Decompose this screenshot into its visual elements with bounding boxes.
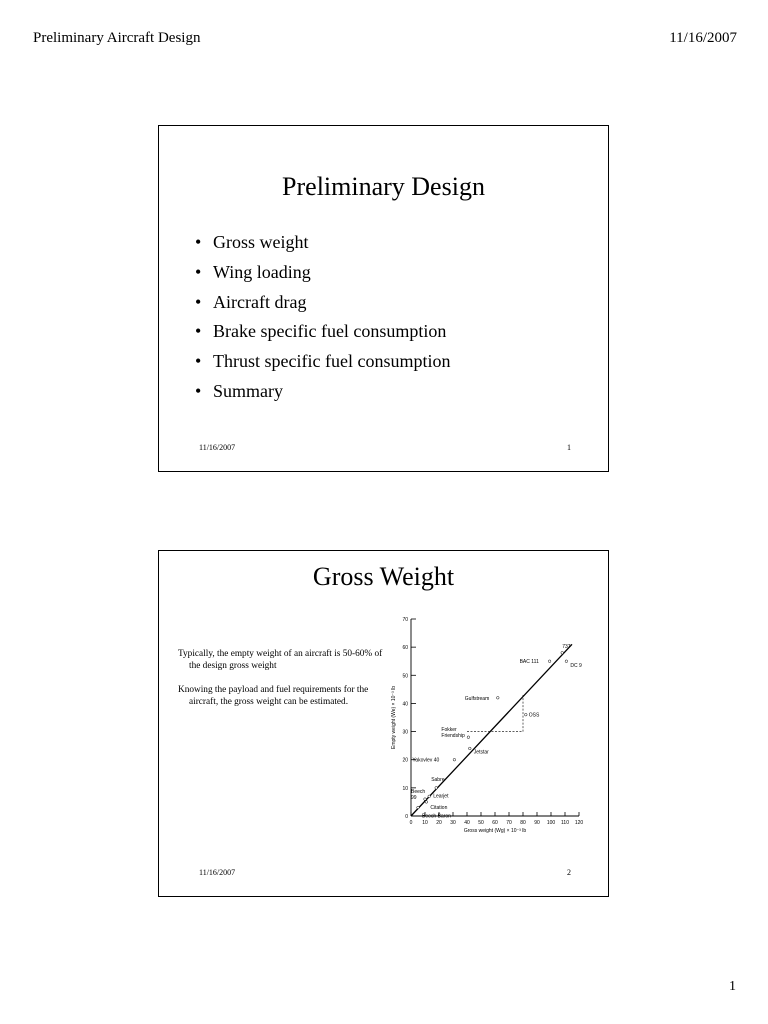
bullet-item [195, 347, 450, 377]
bullet-text: Gross weight [213, 232, 309, 252]
slide-footer-date: 11/16/2007 [199, 443, 236, 452]
bullet-item [195, 228, 450, 258]
point-label: 737 [562, 643, 571, 650]
y-axis-label: Empty weight (We) × 10⁻³ lb [391, 686, 397, 749]
bullet-icon: • [195, 291, 202, 312]
x-tick-label: 0 [409, 820, 413, 826]
bullet-item [195, 317, 450, 347]
data-point [424, 798, 427, 801]
y-tick-label: 60 [402, 645, 408, 652]
data-point [467, 736, 470, 739]
data-point [565, 660, 568, 663]
y-tick-label: 30 [402, 729, 408, 736]
bullet-text: Brake specific fuel consumption [213, 321, 447, 342]
x-axis-label: Gross weight (Wg) × 10⁻³ lb [463, 828, 527, 834]
x-tick-label: 10 [422, 820, 428, 826]
point-label: Yakovlev 40 [412, 757, 440, 764]
bullet-icon: • [195, 321, 202, 342]
bullet-text: Summary [213, 380, 283, 401]
y-tick-label: 10 [402, 785, 408, 792]
x-tick-label: 50 [478, 820, 484, 826]
page-header-title: Preliminary Aircraft Design [33, 30, 201, 46]
point-label: Gulfstream [464, 695, 490, 702]
x-tick-label: 90 [534, 820, 540, 826]
bullet-item [195, 288, 450, 318]
data-point [428, 795, 431, 798]
point-label: Citation [430, 804, 448, 811]
slide-title: Preliminary Design [282, 172, 485, 201]
x-tick-label: 30 [450, 820, 456, 826]
body-paragraph: Knowing the payload and fuel requirements for the aircraft, the gross weight can be estimated. [178, 685, 369, 707]
x-tick-label: 120 [574, 820, 584, 826]
x-tick-label: 100 [546, 820, 556, 826]
y-tick-label: 0 [405, 814, 408, 820]
slide-footer-number: 2 [567, 868, 571, 877]
bullet-icon: • [195, 351, 202, 372]
data-point [435, 787, 438, 790]
gross-weight-chart [383, 611, 595, 843]
y-tick-label: 40 [402, 701, 408, 708]
y-tick-label: 70 [402, 617, 408, 623]
body-paragraph: Typically, the empty weight of an aircraft is 50-60% of the design gross weight [178, 649, 383, 671]
bullet-text: Thrust specific fuel consumption [213, 351, 451, 372]
slide-footer-number: 1 [567, 443, 571, 452]
point-label: 99 [411, 795, 417, 802]
data-point [497, 697, 500, 700]
y-tick-label: 50 [402, 673, 408, 680]
data-point [417, 806, 420, 809]
point-label: Sabre [431, 776, 445, 783]
point-label: Jetstar [473, 749, 489, 756]
data-point [469, 747, 472, 750]
x-tick-label: 20 [436, 820, 442, 826]
slide-2 [158, 550, 609, 897]
bullet-text: Wing loading [213, 261, 311, 282]
point-label: Friendship [441, 733, 465, 740]
x-tick-label: 80 [520, 820, 526, 826]
bullet-item [195, 258, 450, 288]
point-label: BAC 111 [519, 659, 539, 666]
page-header-date: 11/16/2007 [669, 30, 737, 46]
data-point [561, 651, 564, 654]
bullet-list [195, 228, 450, 407]
bullet-icon: • [195, 261, 202, 282]
bullet-icon: • [195, 380, 202, 401]
data-point [548, 660, 551, 663]
bullet-item [195, 377, 450, 407]
slide-title: Gross Weight [312, 562, 455, 591]
bullet-text: Aircraft drag [213, 291, 307, 312]
point-label: Beech [411, 789, 426, 796]
data-point [525, 713, 528, 716]
data-point [453, 758, 456, 761]
point-label: DC 9 [570, 663, 582, 670]
trend-line [411, 644, 572, 816]
x-tick-label: 40 [464, 820, 470, 826]
slide-footer-date: 11/16/2007 [199, 868, 236, 877]
bullet-icon: • [195, 232, 202, 252]
y-tick-label: 20 [402, 757, 408, 764]
page-number: 1 [729, 979, 736, 994]
point-label: OSS [528, 712, 540, 719]
point-label: Beech Baron [422, 813, 451, 820]
point-label: Learjet [433, 793, 449, 800]
x-tick-label: 60 [492, 820, 498, 826]
point-label: Fokker [441, 727, 457, 734]
x-tick-label: 70 [506, 820, 512, 826]
data-point [425, 801, 428, 804]
x-tick-label: 110 [561, 820, 569, 826]
slide-1 [158, 125, 609, 472]
